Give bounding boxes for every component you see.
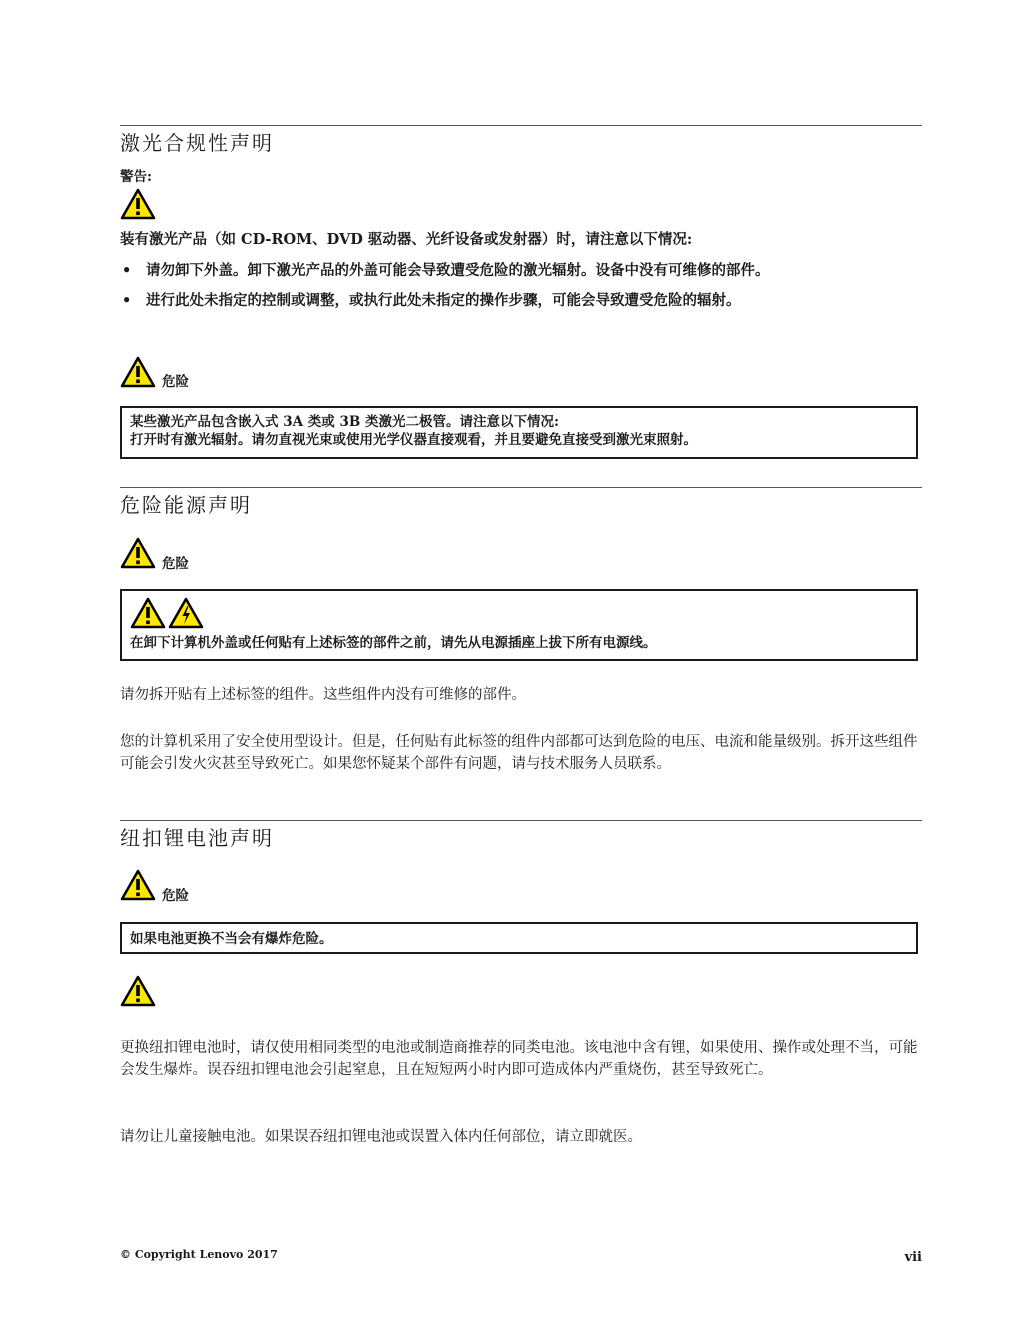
danger-label: 危险 (162, 888, 189, 904)
laser-intro: 装有激光产品（如 CD-ROM、DVD 驱动器、光纤设备或发射器）时，请注意以下情况: (120, 231, 693, 248)
list-item: • 请勿卸下外盖。卸下激光产品的外盖可能会导致遭受危险的激光辐射。设备中没有可维修的部件。 (120, 260, 922, 281)
hazard-paragraph-1: 请勿拆开贴有上述标签的组件。这些组件内没有可维修的部件。 (120, 687, 526, 703)
document-page (120, 0, 922, 1320)
section-divider (120, 820, 922, 821)
hazard-section-title: 危险能源声明 (120, 493, 252, 517)
laser-section-title: 激光合规性声明 (120, 131, 274, 155)
hazard-danger-box (120, 589, 918, 661)
section-divider (120, 487, 922, 488)
warning-triangle-icon (120, 188, 156, 220)
section-divider (120, 125, 922, 126)
list-item: • 进行此处未指定的控制或调整，或执行此处未指定的操作步骤，可能会导致遭受危险的辐射。 (120, 290, 922, 311)
laser-danger-box (120, 406, 918, 459)
box-line: 某些激光产品包含嵌入式 3A 类或 3B 类激光二极管。请注意以下情况: (130, 414, 559, 430)
battery-paragraph-2: 请勿让儿童接触电池。如果误吞纽扣锂电池或误置入体内任何部位，请立即就医。 (120, 1129, 642, 1145)
warning-triangle-icon (130, 597, 166, 631)
page-number: vii (904, 1250, 922, 1265)
laser-bullet-list (120, 260, 922, 320)
warning-triangle-icon (120, 975, 156, 1007)
copyright-notice: © Copyright Lenovo 2017 (120, 1248, 278, 1261)
hazard-box-text: 在卸下计算机外盖或任何贴有上述标签的部件之前，请先从电源插座上拔下所有电源线。 (130, 635, 657, 651)
electrical-hazard-icon (168, 597, 204, 631)
danger-label: 危险 (162, 556, 189, 572)
battery-danger-box (120, 922, 918, 954)
battery-paragraph-1: 更换纽扣锂电池时，请仅使用相同类型的电池或制造商推荐的同类电池。该电池中含有锂，如果使用、操作或处理不当，可能会发生爆炸。误吞纽扣锂电池会引起窒息，且在短短两小时内即可造成体内严重烧伤，甚至导致死亡。 (120, 1040, 918, 1078)
warning-triangle-icon (120, 869, 156, 901)
warning-triangle-icon (120, 537, 156, 569)
danger-label: 危险 (162, 374, 189, 390)
battery-section-title: 纽扣锂电池声明 (120, 826, 274, 850)
warning-label: 警告: (120, 169, 152, 185)
warning-triangle-icon (120, 356, 156, 388)
battery-box-text: 如果电池更换不当会有爆炸危险。 (130, 931, 333, 947)
hazard-icon-group (130, 597, 908, 631)
box-line: 打开时有激光辐射。请勿直视光束或使用光学仪器直接观看，并且要避免直接受到激光束照射。 (130, 432, 697, 448)
hazard-paragraph-2: 您的计算机采用了安全使用型设计。但是，任何贴有此标签的组件内部都可达到危险的电压、电流和能量级别。拆开这些组件可能会引发火灾甚至导致死亡。如果您怀疑某个部件有问题，请与技术服务人员联系。 (120, 734, 918, 772)
